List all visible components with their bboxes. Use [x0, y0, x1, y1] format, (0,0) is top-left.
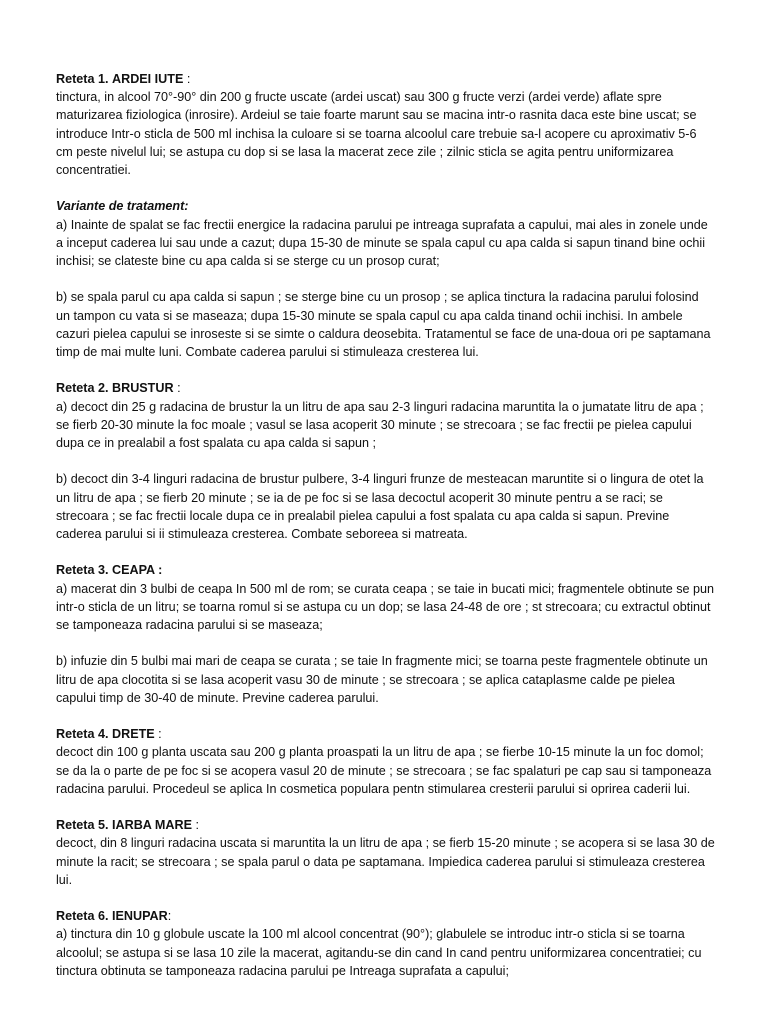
section-7	[56, 652, 716, 707]
recipe-heading	[56, 70, 716, 88]
section-6	[56, 561, 716, 634]
recipe-text: b) se spala parul cu apa calda si sapun ; se sterge bine cu un prosop ; se aplica tinctura la radacina parului folosind un tampon cu vata si se maseaza; dupa 15-30 minute se spala capul cu apa calda tinand ochii inchisi. In ambele cazuri pielea capului se inroseste si se simte o caldura deosebita. Tratamentul se face de una-doua ori pe saptamana timp de mai multe luni. Combate caderea parului si stimuleaza cresterea lui.	[56, 290, 711, 360]
section-8	[56, 725, 716, 798]
recipe-heading	[56, 725, 716, 743]
recipe-text: tinctura, in alcool 70°-90° din 200 g fructe uscate (ardei uscat) sau 300 g fructe verzi (ardei verde) aflate spre maturizarea fiziologica (inrosire). Ardeiul se taie foarte marunt sau se macina intr-o rasnita daca este bine uscat; se introduce Intr-o sticla de 500 ml inchisa la culoare si se toarna alcoolul care trebuie sa-l acopere cu aproximativ 5-6 cm peste nivelul lui; se astupa cu dop si se lasa la macerat zece zile ; zilnic sticla se agita pentru uniformizarea concentratiei.	[56, 90, 697, 178]
recipe-number: Reteta 5.	[56, 818, 109, 833]
section-2	[56, 197, 716, 270]
variant-title: Variante de tratament:	[56, 199, 189, 214]
recipe-text: decoct, din 8 linguri radacina uscata si maruntita la un litru de apa ; se fierb 15-20 minute ; se acopera si se lasa 30 de minute la racit; se strecoara ; se spala parul o data pe saptamana. Impiedica caderea parului si stimuleaza cresterea lui.	[56, 836, 715, 887]
recipe-heading-suffix: :	[154, 727, 162, 742]
recipe-heading	[56, 816, 716, 834]
recipe-name: DRETE	[112, 727, 155, 742]
recipe-heading	[56, 907, 716, 925]
recipe-number: Reteta 3.	[56, 563, 109, 578]
recipe-text: a) Inainte de spalat se fac frectii energice la radacina parului pe intreaga suprafata a capului, mai ales in zonele unde a inceput caderea lui sau unde a cazut; dupa 15-30 de minute se spala capul cu apa calda si sapun tinand bine ochii inchisi; se clateste bine cu apa calda si se sterge cu un prosop curat;	[56, 217, 708, 269]
recipe-heading-suffix: :	[192, 818, 199, 833]
section-9	[56, 816, 716, 889]
recipe-text: decoct din 100 g planta uscata sau 200 g planta proaspati la un litru de apa ; se fierbe 10-15 minute la un foc domol; se da la o parte de pe foc si se acopera vasul 20 de minute ; se strecoara ; se fac spalaturi pe cap sau si tamponeaza radacina parului. Procedeul se aplica In cosmetica populara pentn stimularea cresterii parului si oprirea caderii lui.	[56, 745, 712, 796]
recipe-number: Reteta 1.	[56, 72, 109, 86]
recipe-name: ARDEI IUTE	[112, 72, 184, 86]
recipe-heading-suffix: :	[183, 72, 191, 86]
recipe-heading-suffix: :	[173, 381, 181, 396]
section-4	[56, 379, 716, 452]
section-3	[56, 288, 716, 361]
recipe-number: Reteta 2.	[56, 381, 109, 396]
recipe-heading	[56, 561, 716, 579]
recipe-text: a) decoct din 25 g radacina de brustur la un litru de apa sau 2-3 linguri radacina maruntita la o jumatate litru de apa ; se fierb 20-30 minute la foc moale ; vasul se lasa acoperit 30 minute ; se strecoara ; se fac frectii pe pielea capului dupa ce in prealabil a fost spalata cu apa calda si sapun ;	[56, 399, 704, 451]
recipe-number: Reteta 6.	[56, 909, 109, 924]
recipe-number: Reteta 4.	[56, 727, 109, 742]
recipe-name: IENUPAR	[112, 909, 168, 924]
recipe-text: b) decoct din 3-4 linguri radacina de brustur pulbere, 3-4 linguri frunze de mesteacan maruntite si o lingura de otet la un litru de apa ; se fierb 20 minute ; se ia de pe foc si se lasa decoctul acoperit 30 minute pentru a se raci; se strecoara ; se fac frectii locale dupa ce in prealabil pielea capului a fost spalata cu apa calda si sapun. Previne caderea parului si ii stimuleaza cresterea. Combate seboreea si matreata.	[56, 472, 704, 542]
section-10	[56, 907, 716, 980]
recipe-heading	[56, 379, 716, 397]
section-1	[56, 70, 716, 179]
recipe-name: IARBA MARE	[112, 818, 192, 833]
recipe-text: a) macerat din 3 bulbi de ceapa In 500 ml de rom; se curata ceapa ; se taie in bucati mici; fragmentele obtinute se pun intr-o sticla de un litru; se toarna romul si se astupa cu un dop; se lasa 24-48 de ore ; st strecoara; cu extractul obtinut se tamponeaza radacina parului si se maseaza;	[56, 581, 715, 633]
recipe-text: b) infuzie din 5 bulbi mai mari de ceapa se curata ; se taie In fragmente mici; se toarna peste fragmentele obtinute un litru de apa clocotita si se lasa acoperit vasu 30 de minute ; se strecoara ; se aplica cataplasme calde pe pielea capului timp de 30-40 de minute. Previne caderea parului.	[56, 654, 708, 705]
recipe-text: a) tinctura din 10 g globule uscate la 100 ml alcool concentrat (90°); glabulele se introduc intr-o sticla si se toarna alcoolul; se astupa si se lasa 10 zile la macerat, agitandu-se din cand In cand pentru uniformizarea concentratiei; cu tinctura obtinuta se tamponeaza radacina parului pe Intreaga suprafata a capului;	[56, 927, 702, 978]
section-5	[56, 470, 716, 543]
recipe-name: CEAPA :	[112, 563, 163, 578]
document-page	[56, 70, 716, 998]
recipe-heading-suffix: :	[167, 909, 172, 924]
recipe-name: BRUSTUR	[112, 381, 174, 396]
